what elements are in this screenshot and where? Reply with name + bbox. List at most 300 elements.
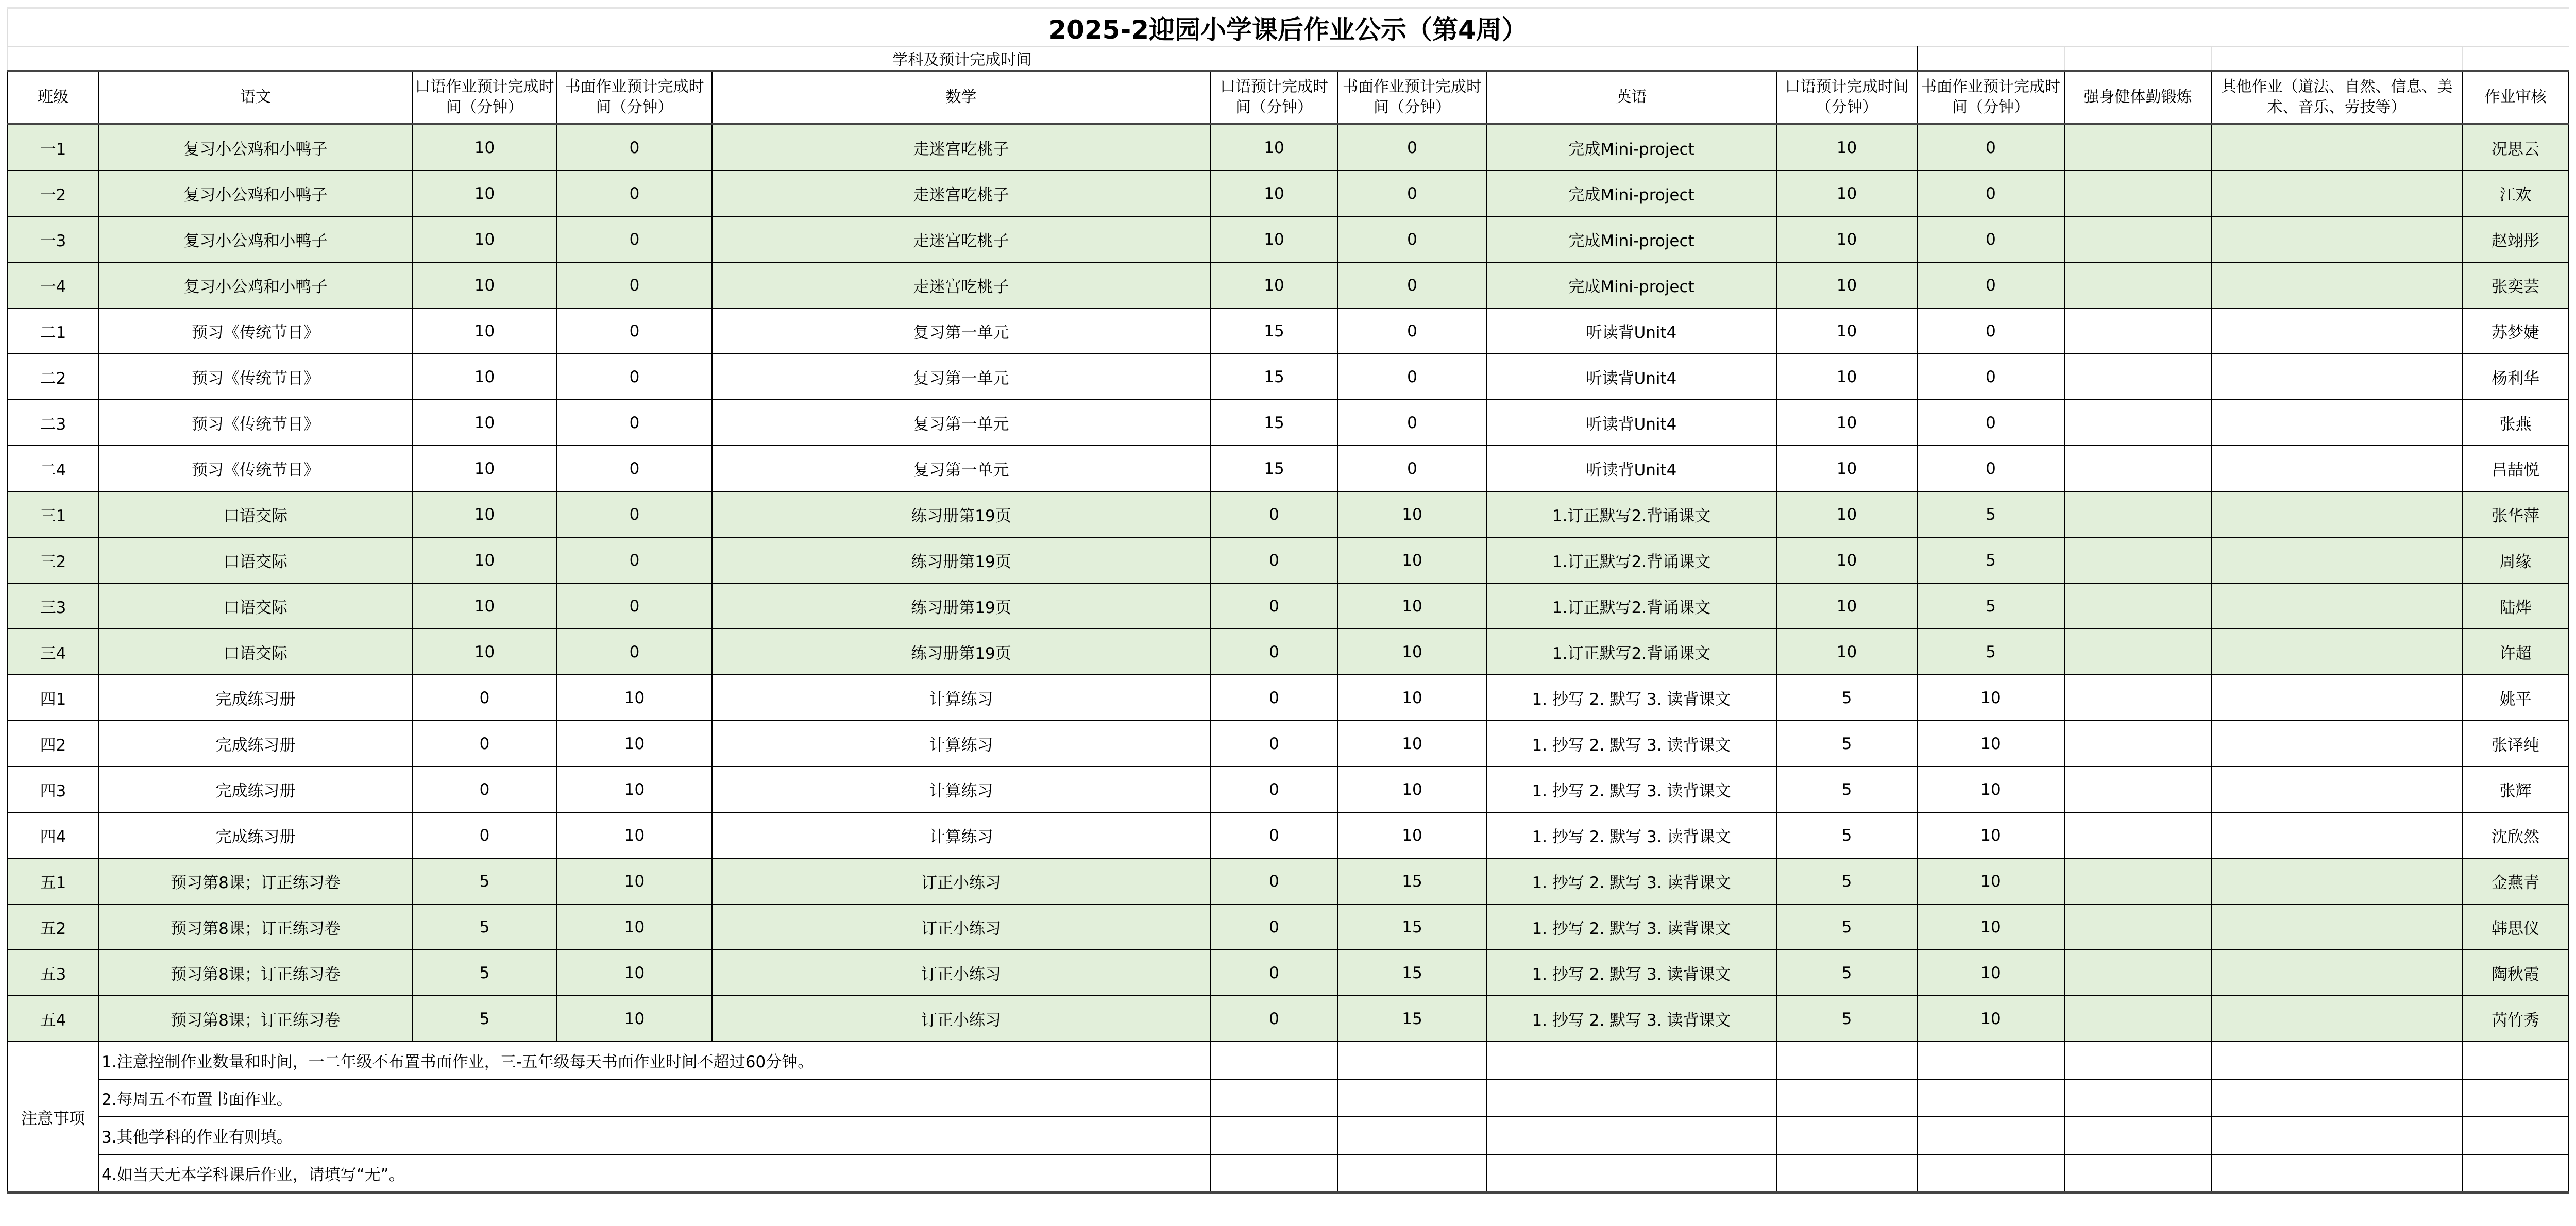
cell-chinese[interactable]: 口语交际 bbox=[99, 629, 412, 675]
cell-other-homework[interactable] bbox=[2211, 858, 2462, 904]
cell-chinese-oral-time[interactable]: 0 bbox=[412, 812, 557, 858]
cell-class[interactable]: 五2 bbox=[7, 904, 99, 950]
empty-cell[interactable] bbox=[1776, 1079, 1917, 1117]
empty-cell[interactable] bbox=[2064, 1079, 2211, 1117]
cell-chinese-written-time[interactable]: 10 bbox=[557, 767, 712, 812]
cell-english[interactable]: 1. 抄写 2. 默写 3. 读背课文 bbox=[1486, 904, 1776, 950]
cell-class[interactable]: 一3 bbox=[7, 216, 99, 262]
cell-math-written-time[interactable]: 0 bbox=[1338, 124, 1486, 171]
cell-other-homework[interactable] bbox=[2211, 767, 2462, 812]
cell-math-oral-time[interactable]: 15 bbox=[1210, 446, 1338, 491]
cell-math-written-time[interactable]: 0 bbox=[1338, 446, 1486, 491]
cell-math-written-time[interactable]: 15 bbox=[1338, 858, 1486, 904]
cell-chinese-written-time[interactable]: 10 bbox=[557, 721, 712, 767]
cell-exercise[interactable] bbox=[2064, 537, 2211, 583]
cell-exercise[interactable] bbox=[2064, 629, 2211, 675]
cell-english[interactable]: 听读背Unit4 bbox=[1486, 400, 1776, 446]
cell-other-homework[interactable] bbox=[2211, 721, 2462, 767]
cell-math-written-time[interactable]: 10 bbox=[1338, 812, 1486, 858]
empty-cell[interactable] bbox=[1917, 1079, 2064, 1117]
cell-reviewer[interactable]: 芮竹秀 bbox=[2462, 996, 2569, 1042]
cell-english[interactable]: 1. 抄写 2. 默写 3. 读背课文 bbox=[1486, 996, 1776, 1042]
cell-math[interactable]: 订正小练习 bbox=[712, 950, 1210, 996]
cell-chinese-oral-time[interactable]: 10 bbox=[412, 537, 557, 583]
empty-cell[interactable] bbox=[1210, 1154, 1338, 1193]
cell-math-oral-time[interactable]: 0 bbox=[1210, 812, 1338, 858]
cell-class[interactable]: 一2 bbox=[7, 171, 99, 216]
cell-class[interactable]: 五1 bbox=[7, 858, 99, 904]
cell-math-oral-time[interactable]: 15 bbox=[1210, 308, 1338, 354]
cell-reviewer[interactable]: 张燕 bbox=[2462, 400, 2569, 446]
cell-reviewer[interactable]: 陶秋霞 bbox=[2462, 950, 2569, 996]
cell-math-written-time[interactable]: 10 bbox=[1338, 721, 1486, 767]
cell-class[interactable]: 三4 bbox=[7, 629, 99, 675]
cell-class[interactable]: 四1 bbox=[7, 675, 99, 721]
cell-math[interactable]: 复习第一单元 bbox=[712, 400, 1210, 446]
cell-english-oral-time[interactable]: 5 bbox=[1776, 675, 1917, 721]
cell-class[interactable]: 二3 bbox=[7, 400, 99, 446]
cell-english-written-time[interactable]: 5 bbox=[1917, 583, 2064, 629]
cell-class[interactable]: 三2 bbox=[7, 537, 99, 583]
cell-other-homework[interactable] bbox=[2211, 491, 2462, 537]
cell-math[interactable]: 走迷宫吃桃子 bbox=[712, 124, 1210, 171]
empty-cell[interactable] bbox=[1917, 1154, 2064, 1193]
cell-exercise[interactable] bbox=[2064, 354, 2211, 400]
cell-math[interactable]: 练习册第19页 bbox=[712, 629, 1210, 675]
cell-chinese-written-time[interactable]: 10 bbox=[557, 996, 712, 1042]
empty-cell[interactable] bbox=[1486, 1079, 1776, 1117]
cell-exercise[interactable] bbox=[2064, 400, 2211, 446]
cell-english-oral-time[interactable]: 10 bbox=[1776, 308, 1917, 354]
cell-english-oral-time[interactable]: 5 bbox=[1776, 904, 1917, 950]
cell-chinese-oral-time[interactable]: 0 bbox=[412, 767, 557, 812]
cell-math-oral-time[interactable]: 0 bbox=[1210, 675, 1338, 721]
cell-english-written-time[interactable]: 10 bbox=[1917, 858, 2064, 904]
table-row bbox=[7, 950, 2569, 996]
cell-chinese-written-time[interactable]: 0 bbox=[557, 400, 712, 446]
cell-english-oral-time[interactable]: 5 bbox=[1776, 858, 1917, 904]
cell-chinese-written-time[interactable]: 10 bbox=[557, 950, 712, 996]
notes-label: 注意事项 bbox=[7, 1042, 99, 1193]
cell-chinese[interactable]: 预习第8课；订正练习卷 bbox=[99, 996, 412, 1042]
cell-math[interactable]: 练习册第19页 bbox=[712, 583, 1210, 629]
cell-exercise[interactable] bbox=[2064, 124, 2211, 171]
cell-chinese-written-time[interactable]: 0 bbox=[557, 216, 712, 262]
empty-cell[interactable] bbox=[2462, 1117, 2569, 1154]
cell-english-written-time[interactable]: 5 bbox=[1917, 629, 2064, 675]
cell-math-oral-time[interactable]: 0 bbox=[1210, 721, 1338, 767]
cell-chinese[interactable]: 完成练习册 bbox=[99, 721, 412, 767]
cell-math[interactable]: 计算练习 bbox=[712, 675, 1210, 721]
cell-english[interactable]: 1. 抄写 2. 默写 3. 读背课文 bbox=[1486, 950, 1776, 996]
cell-other-homework[interactable] bbox=[2211, 216, 2462, 262]
cell-exercise[interactable] bbox=[2064, 262, 2211, 308]
cell-english[interactable]: 听读背Unit4 bbox=[1486, 446, 1776, 491]
cell-chinese-written-time[interactable]: 0 bbox=[557, 537, 712, 583]
cell-english-written-time[interactable]: 5 bbox=[1917, 537, 2064, 583]
cell-math-written-time[interactable]: 10 bbox=[1338, 491, 1486, 537]
cell-exercise[interactable] bbox=[2064, 996, 2211, 1042]
cell-english[interactable]: 1.订正默写2.背诵课文 bbox=[1486, 583, 1776, 629]
cell-class[interactable]: 三1 bbox=[7, 491, 99, 537]
empty-cell[interactable] bbox=[2064, 1117, 2211, 1154]
cell-math-written-time[interactable]: 0 bbox=[1338, 262, 1486, 308]
cell-class[interactable]: 一4 bbox=[7, 262, 99, 308]
cell-chinese-written-time[interactable]: 0 bbox=[557, 171, 712, 216]
cell-class[interactable]: 四4 bbox=[7, 812, 99, 858]
cell-english-oral-time[interactable]: 10 bbox=[1776, 354, 1917, 400]
cell-english-oral-time[interactable]: 10 bbox=[1776, 491, 1917, 537]
empty-cell bbox=[1917, 47, 2064, 71]
cell-english[interactable]: 1.订正默写2.背诵课文 bbox=[1486, 491, 1776, 537]
cell-math-written-time[interactable]: 10 bbox=[1338, 675, 1486, 721]
cell-math-oral-time[interactable]: 0 bbox=[1210, 767, 1338, 812]
empty-cell[interactable] bbox=[1210, 1042, 1338, 1079]
cell-chinese[interactable]: 复习小公鸡和小鸭子 bbox=[99, 124, 412, 171]
cell-class[interactable]: 五3 bbox=[7, 950, 99, 996]
cell-other-homework[interactable] bbox=[2211, 400, 2462, 446]
empty-cell[interactable] bbox=[2211, 1042, 2462, 1079]
cell-chinese-written-time[interactable]: 0 bbox=[557, 583, 712, 629]
cell-english-written-time[interactable]: 10 bbox=[1917, 675, 2064, 721]
cell-math-written-time[interactable]: 15 bbox=[1338, 996, 1486, 1042]
cell-english[interactable]: 1. 抄写 2. 默写 3. 读背课文 bbox=[1486, 858, 1776, 904]
cell-english-oral-time[interactable]: 5 bbox=[1776, 812, 1917, 858]
cell-exercise[interactable] bbox=[2064, 812, 2211, 858]
cell-english-oral-time[interactable]: 10 bbox=[1776, 400, 1917, 446]
cell-math[interactable]: 走迷宫吃桃子 bbox=[712, 171, 1210, 216]
cell-math-oral-time[interactable]: 0 bbox=[1210, 629, 1338, 675]
cell-math-oral-time[interactable]: 10 bbox=[1210, 216, 1338, 262]
cell-english-written-time[interactable]: 10 bbox=[1917, 996, 2064, 1042]
cell-chinese-written-time[interactable]: 0 bbox=[557, 629, 712, 675]
cell-exercise[interactable] bbox=[2064, 583, 2211, 629]
cell-chinese[interactable]: 复习小公鸡和小鸭子 bbox=[99, 216, 412, 262]
cell-math-oral-time[interactable]: 10 bbox=[1210, 124, 1338, 171]
cell-chinese[interactable]: 预习《传统节日》 bbox=[99, 400, 412, 446]
cell-other-homework[interactable] bbox=[2211, 583, 2462, 629]
cell-chinese[interactable]: 口语交际 bbox=[99, 537, 412, 583]
cell-math-written-time[interactable]: 0 bbox=[1338, 400, 1486, 446]
cell-math[interactable]: 复习第一单元 bbox=[712, 354, 1210, 400]
cell-exercise[interactable] bbox=[2064, 491, 2211, 537]
cell-exercise[interactable] bbox=[2064, 858, 2211, 904]
cell-chinese-oral-time[interactable]: 10 bbox=[412, 400, 557, 446]
cell-reviewer[interactable]: 况思云 bbox=[2462, 124, 2569, 171]
cell-other-homework[interactable] bbox=[2211, 950, 2462, 996]
cell-chinese[interactable]: 完成练习册 bbox=[99, 767, 412, 812]
cell-chinese[interactable]: 预习第8课；订正练习卷 bbox=[99, 858, 412, 904]
cell-chinese-oral-time[interactable]: 10 bbox=[412, 124, 557, 171]
empty-cell[interactable] bbox=[1338, 1079, 1486, 1117]
empty-cell[interactable] bbox=[1917, 1117, 2064, 1154]
cell-other-homework[interactable] bbox=[2211, 812, 2462, 858]
cell-class[interactable]: 四2 bbox=[7, 721, 99, 767]
cell-math-oral-time[interactable]: 0 bbox=[1210, 904, 1338, 950]
cell-exercise[interactable] bbox=[2064, 216, 2211, 262]
cell-english-oral-time[interactable]: 5 bbox=[1776, 721, 1917, 767]
cell-chinese-written-time[interactable]: 10 bbox=[557, 858, 712, 904]
cell-chinese-written-time[interactable]: 0 bbox=[557, 308, 712, 354]
cell-exercise[interactable] bbox=[2064, 308, 2211, 354]
cell-exercise[interactable] bbox=[2064, 446, 2211, 491]
cell-english-oral-time[interactable]: 10 bbox=[1776, 583, 1917, 629]
cell-chinese-oral-time[interactable]: 0 bbox=[412, 721, 557, 767]
cell-other-homework[interactable] bbox=[2211, 996, 2462, 1042]
cell-math[interactable]: 走迷宫吃桃子 bbox=[712, 262, 1210, 308]
cell-reviewer[interactable]: 张辉 bbox=[2462, 767, 2569, 812]
cell-math-written-time[interactable]: 10 bbox=[1338, 629, 1486, 675]
cell-english-written-time[interactable]: 0 bbox=[1917, 354, 2064, 400]
cell-math-oral-time[interactable]: 0 bbox=[1210, 491, 1338, 537]
cell-english-written-time[interactable]: 0 bbox=[1917, 400, 2064, 446]
cell-english[interactable]: 1.订正默写2.背诵课文 bbox=[1486, 537, 1776, 583]
cell-reviewer[interactable]: 周缘 bbox=[2462, 537, 2569, 583]
cell-reviewer[interactable]: 杨利华 bbox=[2462, 354, 2569, 400]
cell-chinese-written-time[interactable]: 0 bbox=[557, 262, 712, 308]
empty-cell[interactable] bbox=[2211, 1079, 2462, 1117]
cell-chinese-written-time[interactable]: 0 bbox=[557, 124, 712, 171]
cell-math[interactable]: 计算练习 bbox=[712, 767, 1210, 812]
cell-chinese[interactable]: 预习《传统节日》 bbox=[99, 308, 412, 354]
cell-english[interactable]: 1. 抄写 2. 默写 3. 读背课文 bbox=[1486, 721, 1776, 767]
cell-chinese-oral-time[interactable]: 10 bbox=[412, 583, 557, 629]
empty-cell[interactable] bbox=[2211, 1154, 2462, 1193]
cell-chinese-oral-time[interactable]: 0 bbox=[412, 675, 557, 721]
cell-exercise[interactable] bbox=[2064, 767, 2211, 812]
cell-english-written-time[interactable]: 10 bbox=[1917, 950, 2064, 996]
cell-other-homework[interactable] bbox=[2211, 537, 2462, 583]
cell-english-oral-time[interactable]: 10 bbox=[1776, 537, 1917, 583]
cell-math-oral-time[interactable]: 0 bbox=[1210, 950, 1338, 996]
empty-cell[interactable] bbox=[1338, 1042, 1486, 1079]
cell-math-oral-time[interactable]: 15 bbox=[1210, 354, 1338, 400]
cell-chinese[interactable]: 复习小公鸡和小鸭子 bbox=[99, 171, 412, 216]
cell-english-oral-time[interactable]: 10 bbox=[1776, 446, 1917, 491]
cell-reviewer[interactable]: 许超 bbox=[2462, 629, 2569, 675]
cell-english-oral-time[interactable]: 5 bbox=[1776, 996, 1917, 1042]
cell-chinese[interactable]: 口语交际 bbox=[99, 491, 412, 537]
cell-math-oral-time[interactable]: 15 bbox=[1210, 400, 1338, 446]
cell-english[interactable]: 听读背Unit4 bbox=[1486, 354, 1776, 400]
column-header-reviewer: 作业审核 bbox=[2462, 71, 2569, 124]
cell-english-written-time[interactable]: 10 bbox=[1917, 721, 2064, 767]
column-header-other-homework: 其他作业（道法、自然、信息、美术、音乐、劳技等） bbox=[2211, 71, 2462, 124]
cell-chinese[interactable]: 复习小公鸡和小鸭子 bbox=[99, 262, 412, 308]
cell-reviewer[interactable]: 金燕青 bbox=[2462, 858, 2569, 904]
cell-chinese[interactable]: 完成练习册 bbox=[99, 812, 412, 858]
empty-cell[interactable] bbox=[1338, 1154, 1486, 1193]
cell-english[interactable]: 1.订正默写2.背诵课文 bbox=[1486, 629, 1776, 675]
cell-chinese-written-time[interactable]: 0 bbox=[557, 446, 712, 491]
cell-english-written-time[interactable]: 10 bbox=[1917, 904, 2064, 950]
cell-english[interactable]: 听读背Unit4 bbox=[1486, 308, 1776, 354]
cell-other-homework[interactable] bbox=[2211, 262, 2462, 308]
cell-chinese[interactable]: 预习《传统节日》 bbox=[99, 354, 412, 400]
cell-chinese-written-time[interactable]: 10 bbox=[557, 904, 712, 950]
cell-math-written-time[interactable]: 0 bbox=[1338, 354, 1486, 400]
cell-math-written-time[interactable]: 0 bbox=[1338, 308, 1486, 354]
cell-math-written-time[interactable]: 0 bbox=[1338, 171, 1486, 216]
cell-chinese-oral-time[interactable]: 10 bbox=[412, 491, 557, 537]
cell-math-written-time[interactable]: 0 bbox=[1338, 216, 1486, 262]
empty-cell[interactable] bbox=[2462, 1042, 2569, 1079]
cell-chinese-oral-time[interactable]: 5 bbox=[412, 996, 557, 1042]
cell-chinese-oral-time[interactable]: 10 bbox=[412, 629, 557, 675]
cell-english[interactable]: 完成Mini-project bbox=[1486, 262, 1776, 308]
cell-english[interactable]: 1. 抄写 2. 默写 3. 读背课文 bbox=[1486, 675, 1776, 721]
empty-cell[interactable] bbox=[2462, 1154, 2569, 1193]
cell-math-oral-time[interactable]: 0 bbox=[1210, 583, 1338, 629]
empty-cell[interactable] bbox=[1776, 1154, 1917, 1193]
cell-chinese[interactable]: 预习《传统节日》 bbox=[99, 446, 412, 491]
cell-reviewer[interactable]: 江欢 bbox=[2462, 171, 2569, 216]
empty-cell[interactable] bbox=[1210, 1117, 1338, 1154]
cell-other-homework[interactable] bbox=[2211, 124, 2462, 171]
cell-english-oral-time[interactable]: 10 bbox=[1776, 124, 1917, 171]
empty-cell[interactable] bbox=[2211, 1117, 2462, 1154]
empty-cell[interactable] bbox=[1338, 1117, 1486, 1154]
cell-exercise[interactable] bbox=[2064, 171, 2211, 216]
cell-reviewer[interactable]: 苏梦婕 bbox=[2462, 308, 2569, 354]
cell-chinese[interactable]: 预习第8课；订正练习卷 bbox=[99, 904, 412, 950]
cell-other-homework[interactable] bbox=[2211, 904, 2462, 950]
cell-other-homework[interactable] bbox=[2211, 308, 2462, 354]
cell-other-homework[interactable] bbox=[2211, 171, 2462, 216]
empty-cell[interactable] bbox=[2064, 1042, 2211, 1079]
cell-english[interactable]: 完成Mini-project bbox=[1486, 171, 1776, 216]
empty-cell[interactable] bbox=[1776, 1117, 1917, 1154]
empty-cell[interactable] bbox=[1917, 1042, 2064, 1079]
empty-cell[interactable] bbox=[2462, 1079, 2569, 1117]
cell-chinese[interactable]: 完成练习册 bbox=[99, 675, 412, 721]
cell-chinese-written-time[interactable]: 0 bbox=[557, 354, 712, 400]
cell-class[interactable]: 二4 bbox=[7, 446, 99, 491]
cell-exercise[interactable] bbox=[2064, 675, 2211, 721]
cell-class[interactable]: 四3 bbox=[7, 767, 99, 812]
cell-math[interactable]: 订正小练习 bbox=[712, 904, 1210, 950]
empty-cell[interactable] bbox=[2064, 1154, 2211, 1193]
cell-math-oral-time[interactable]: 0 bbox=[1210, 537, 1338, 583]
cell-class[interactable]: 二1 bbox=[7, 308, 99, 354]
empty-cell[interactable] bbox=[1486, 1042, 1776, 1079]
cell-chinese-oral-time[interactable]: 10 bbox=[412, 446, 557, 491]
cell-reviewer[interactable]: 赵翊彤 bbox=[2462, 216, 2569, 262]
cell-chinese-oral-time[interactable]: 10 bbox=[412, 308, 557, 354]
cell-reviewer[interactable]: 姚平 bbox=[2462, 675, 2569, 721]
cell-english-written-time[interactable]: 0 bbox=[1917, 171, 2064, 216]
cell-math[interactable]: 订正小练习 bbox=[712, 996, 1210, 1042]
cell-math[interactable]: 复习第一单元 bbox=[712, 308, 1210, 354]
cell-math-written-time[interactable]: 15 bbox=[1338, 904, 1486, 950]
cell-math-written-time[interactable]: 10 bbox=[1338, 537, 1486, 583]
cell-chinese-written-time[interactable]: 10 bbox=[557, 812, 712, 858]
cell-reviewer[interactable]: 陆烨 bbox=[2462, 583, 2569, 629]
cell-math[interactable]: 复习第一单元 bbox=[712, 446, 1210, 491]
column-header-math-written-time: 书面作业预计完成时间（分钟） bbox=[1338, 71, 1486, 124]
cell-other-homework[interactable] bbox=[2211, 675, 2462, 721]
cell-english[interactable]: 1. 抄写 2. 默写 3. 读背课文 bbox=[1486, 812, 1776, 858]
cell-english[interactable]: 完成Mini-project bbox=[1486, 124, 1776, 171]
cell-english-oral-time[interactable]: 10 bbox=[1776, 171, 1917, 216]
cell-english-written-time[interactable]: 0 bbox=[1917, 308, 2064, 354]
cell-english-written-time[interactable]: 10 bbox=[1917, 767, 2064, 812]
cell-english-oral-time[interactable]: 5 bbox=[1776, 767, 1917, 812]
cell-other-homework[interactable] bbox=[2211, 629, 2462, 675]
cell-chinese-oral-time[interactable]: 5 bbox=[412, 858, 557, 904]
cell-class[interactable]: 五4 bbox=[7, 996, 99, 1042]
cell-chinese-oral-time[interactable]: 10 bbox=[412, 171, 557, 216]
empty-cell[interactable] bbox=[1210, 1079, 1338, 1117]
cell-english[interactable]: 1. 抄写 2. 默写 3. 读背课文 bbox=[1486, 767, 1776, 812]
cell-math[interactable]: 练习册第19页 bbox=[712, 491, 1210, 537]
cell-reviewer[interactable]: 张华萍 bbox=[2462, 491, 2569, 537]
cell-other-homework[interactable] bbox=[2211, 446, 2462, 491]
empty-cell[interactable] bbox=[1776, 1042, 1917, 1079]
cell-chinese-oral-time[interactable]: 10 bbox=[412, 262, 557, 308]
cell-english-oral-time[interactable]: 10 bbox=[1776, 262, 1917, 308]
cell-reviewer[interactable]: 吕喆悦 bbox=[2462, 446, 2569, 491]
cell-english-written-time[interactable]: 10 bbox=[1917, 812, 2064, 858]
cell-math[interactable]: 订正小练习 bbox=[712, 858, 1210, 904]
cell-exercise[interactable] bbox=[2064, 721, 2211, 767]
cell-exercise[interactable] bbox=[2064, 904, 2211, 950]
cell-other-homework[interactable] bbox=[2211, 354, 2462, 400]
cell-chinese-written-time[interactable]: 0 bbox=[557, 491, 712, 537]
cell-exercise[interactable] bbox=[2064, 950, 2211, 996]
cell-math-oral-time[interactable]: 0 bbox=[1210, 858, 1338, 904]
cell-chinese-oral-time[interactable]: 10 bbox=[412, 354, 557, 400]
cell-math[interactable]: 走迷宫吃桃子 bbox=[712, 216, 1210, 262]
cell-chinese[interactable]: 口语交际 bbox=[99, 583, 412, 629]
cell-reviewer[interactable]: 张奕芸 bbox=[2462, 262, 2569, 308]
cell-math-oral-time[interactable]: 10 bbox=[1210, 262, 1338, 308]
empty-cell[interactable] bbox=[1486, 1117, 1776, 1154]
cell-math[interactable]: 计算练习 bbox=[712, 721, 1210, 767]
cell-class[interactable]: 一1 bbox=[7, 124, 99, 171]
cell-math[interactable]: 计算练习 bbox=[712, 812, 1210, 858]
cell-english-written-time[interactable]: 0 bbox=[1917, 216, 2064, 262]
cell-class[interactable]: 二2 bbox=[7, 354, 99, 400]
cell-math-written-time[interactable]: 10 bbox=[1338, 767, 1486, 812]
cell-reviewer[interactable]: 张译纯 bbox=[2462, 721, 2569, 767]
cell-english[interactable]: 完成Mini-project bbox=[1486, 216, 1776, 262]
table-row bbox=[7, 996, 2569, 1042]
cell-english-written-time[interactable]: 0 bbox=[1917, 446, 2064, 491]
cell-math-written-time[interactable]: 15 bbox=[1338, 950, 1486, 996]
empty-cell[interactable] bbox=[1486, 1154, 1776, 1193]
cell-math-oral-time[interactable]: 0 bbox=[1210, 996, 1338, 1042]
cell-english-written-time[interactable]: 0 bbox=[1917, 262, 2064, 308]
cell-chinese-oral-time[interactable]: 5 bbox=[412, 950, 557, 996]
cell-chinese[interactable]: 预习第8课；订正练习卷 bbox=[99, 950, 412, 996]
column-header-class: 班级 bbox=[7, 71, 99, 124]
cell-english-oral-time[interactable]: 10 bbox=[1776, 216, 1917, 262]
cell-class[interactable]: 三3 bbox=[7, 583, 99, 629]
cell-math-written-time[interactable]: 10 bbox=[1338, 583, 1486, 629]
cell-math[interactable]: 练习册第19页 bbox=[712, 537, 1210, 583]
cell-reviewer[interactable]: 韩思仪 bbox=[2462, 904, 2569, 950]
cell-chinese-written-time[interactable]: 10 bbox=[557, 675, 712, 721]
cell-english-oral-time[interactable]: 5 bbox=[1776, 950, 1917, 996]
cell-english-oral-time[interactable]: 10 bbox=[1776, 629, 1917, 675]
cell-english-written-time[interactable]: 5 bbox=[1917, 491, 2064, 537]
cell-english-written-time[interactable]: 0 bbox=[1917, 124, 2064, 171]
cell-chinese-oral-time[interactable]: 5 bbox=[412, 904, 557, 950]
cell-math-oral-time[interactable]: 10 bbox=[1210, 171, 1338, 216]
cell-chinese-oral-time[interactable]: 10 bbox=[412, 216, 557, 262]
cell-reviewer[interactable]: 沈欣然 bbox=[2462, 812, 2569, 858]
